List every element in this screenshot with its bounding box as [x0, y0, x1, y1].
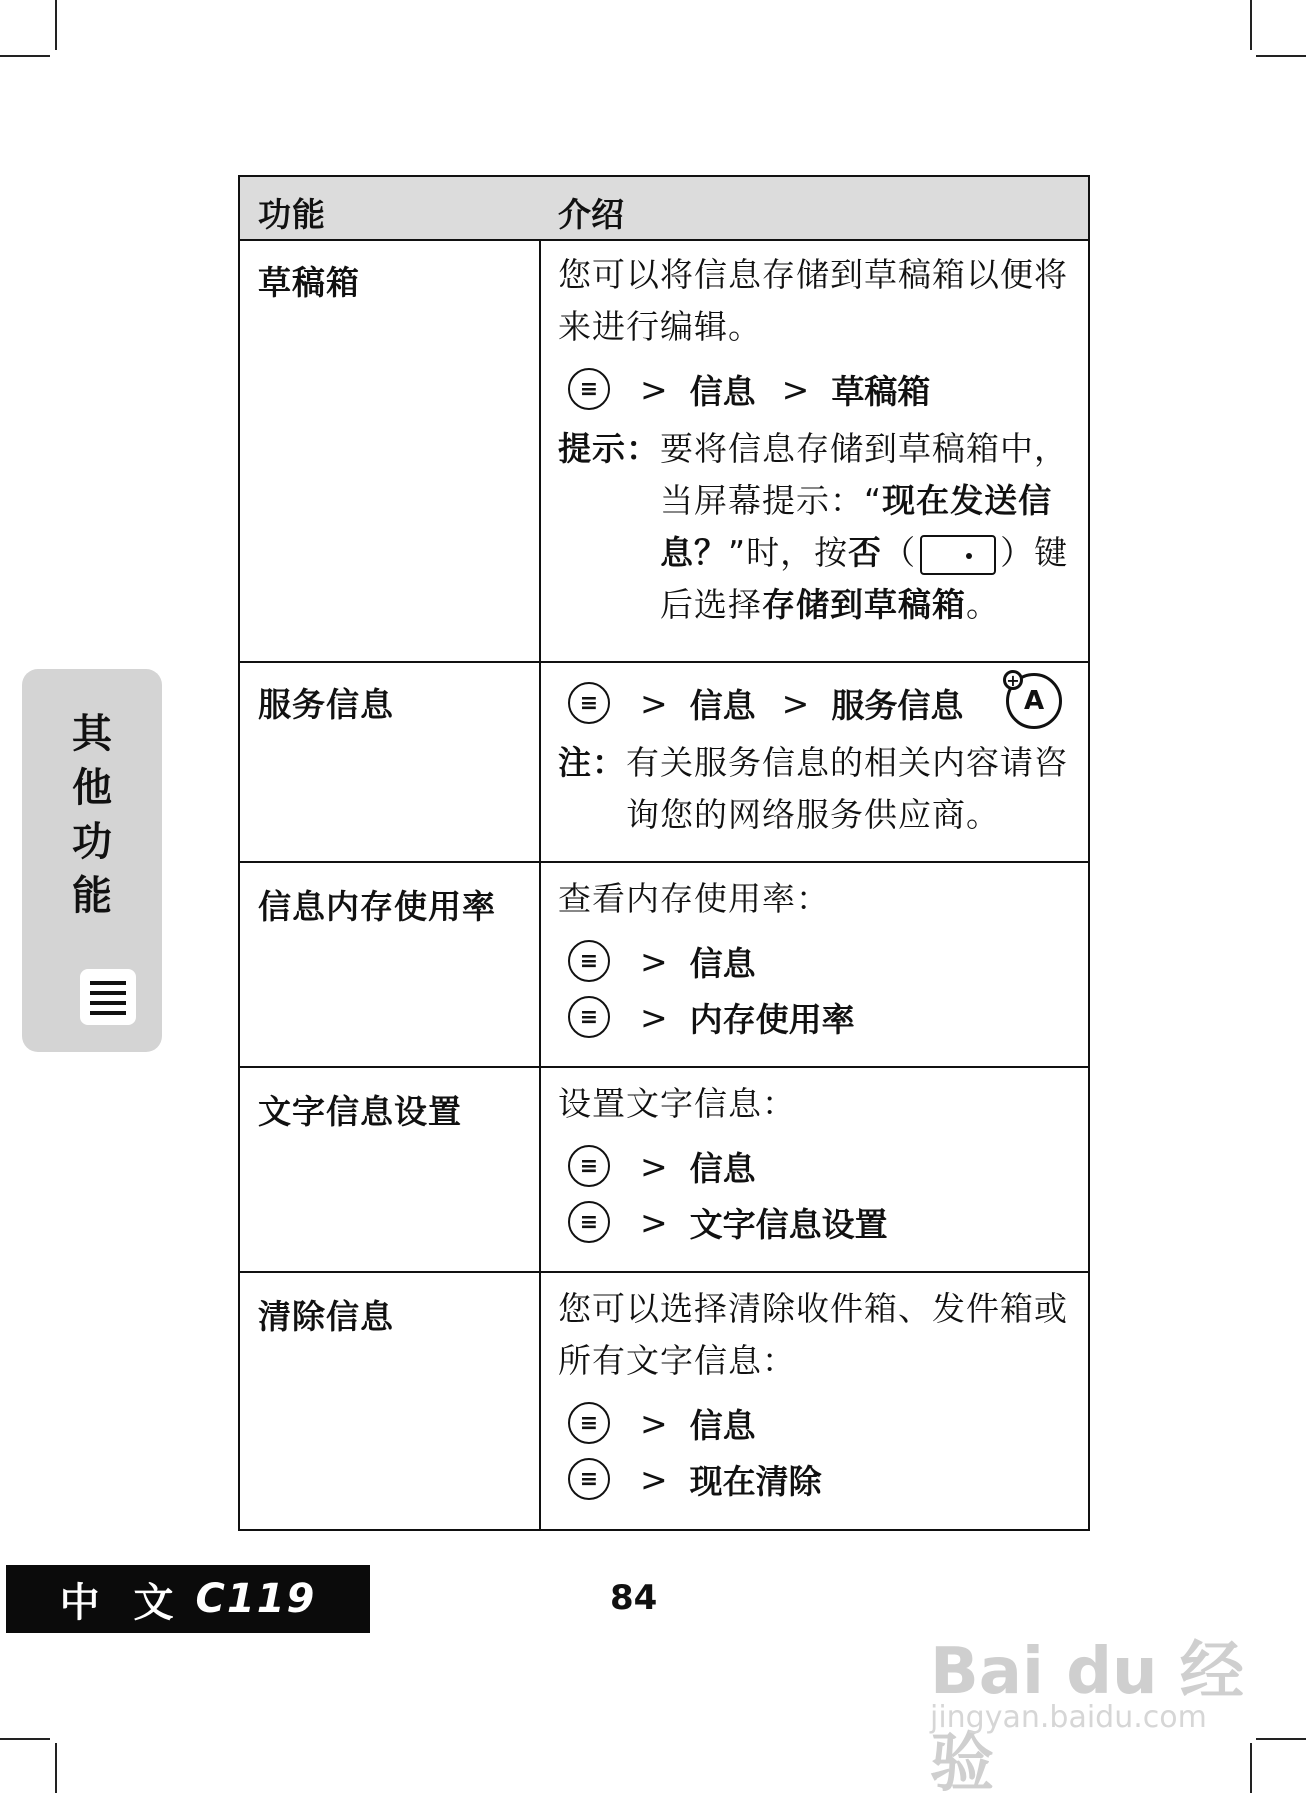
chapter-char: 功: [72, 818, 112, 865]
tip-text: 要将信息存储到草稿箱中，当屏幕提示：“: [660, 429, 1068, 520]
arrow: >: [640, 369, 668, 409]
path-step: 信息: [689, 1405, 756, 1445]
row-content: [558, 249, 1072, 631]
crop-mark: [0, 55, 50, 57]
menu-key-icon: ≡: [568, 996, 610, 1038]
row-name: 文字信息设置: [258, 1092, 462, 1131]
row-name: 清除信息: [258, 1297, 394, 1336]
menu-path: [558, 675, 1072, 731]
path-step: 信息: [689, 371, 756, 411]
crop-mark: [55, 1743, 57, 1793]
header-function: 功能: [258, 195, 326, 234]
menu-path: [558, 989, 1072, 1045]
path-step: 草稿箱: [831, 371, 931, 411]
row-description: 设置文字信息：: [558, 1084, 796, 1123]
crop-mark: [1250, 0, 1252, 50]
feature-table: [238, 175, 1090, 1531]
menu-key-icon: ≡: [568, 368, 610, 410]
arrow: >: [781, 683, 810, 723]
tip-prompt: 现在发送信息？: [660, 481, 1053, 572]
arrow: >: [640, 1403, 668, 1443]
chapter-char: 其: [72, 710, 112, 757]
menu-path: [558, 1138, 1072, 1194]
tip: [558, 423, 1072, 631]
watermark-logo: Bai du 经验: [930, 1635, 1244, 1801]
crop-mark: [0, 1738, 50, 1740]
path-step: 服务信息: [831, 685, 964, 725]
tip-body: [660, 423, 1072, 631]
tip-label: 提示：: [558, 429, 660, 468]
menu-path: [558, 1194, 1072, 1250]
menu-path: [558, 1395, 1072, 1451]
table-row: [240, 1068, 1088, 1273]
tip-text: 。: [966, 585, 1000, 624]
menu-key-icon: ≡: [568, 1145, 610, 1187]
table-header: [240, 177, 1088, 241]
right-softkey-icon: [920, 535, 996, 575]
row-content: [558, 1283, 1072, 1507]
note-body: 有关服务信息的相关内容请咨询您的网络服务供应商。: [626, 743, 1068, 834]
crop-mark: [1256, 55, 1306, 57]
tip-no-key: 否: [848, 533, 883, 572]
crop-mark: [55, 0, 57, 50]
header-description: 介绍: [558, 195, 624, 234]
arrow: >: [640, 1459, 668, 1499]
path-step: 文字信息设置: [689, 1204, 888, 1244]
path-step: 信息: [689, 685, 756, 725]
note: [558, 737, 1072, 841]
row-name: 草稿箱: [258, 263, 360, 302]
row-name: 信息内存使用率: [258, 887, 496, 926]
network-feature-icon: A +: [1006, 673, 1062, 729]
table-row: [240, 241, 1088, 663]
menu-path: [558, 361, 1072, 417]
chapter-title: [22, 707, 162, 923]
path-step: 信息: [689, 943, 756, 983]
tip-text: （: [882, 533, 917, 572]
path-step: 现在清除: [689, 1461, 822, 1501]
arrow: >: [640, 1202, 668, 1242]
note-label: 注：: [558, 743, 626, 782]
path-step: 内存使用率: [689, 999, 855, 1039]
arrow: >: [640, 941, 668, 981]
menu-path: [558, 933, 1072, 989]
arrow: >: [781, 369, 810, 409]
tip-text: ”时，按: [728, 533, 849, 572]
menu-key-icon: ≡: [568, 682, 610, 724]
tip-option: 存储到草稿箱: [762, 585, 966, 624]
table-row: [240, 1273, 1088, 1529]
row-name: 服务信息: [258, 685, 394, 724]
row-description: 查看内存使用率：: [558, 879, 830, 918]
row-content: [558, 1078, 1072, 1250]
chapter-char: 能: [72, 872, 112, 919]
brand-model: C119: [195, 1576, 317, 1622]
arrow: >: [640, 683, 668, 723]
row-content: [558, 675, 1072, 841]
page-number: 84: [610, 1578, 658, 1618]
menu-key-icon: ≡: [568, 940, 610, 982]
arrow: >: [640, 997, 668, 1037]
tip-text: ）键后选择: [660, 533, 1069, 624]
menu-key-icon: ≡: [568, 1201, 610, 1243]
chapter-char: 他: [72, 764, 112, 811]
chapter-tab: [22, 669, 162, 1052]
menu-key-icon: ≡: [568, 1458, 610, 1500]
brand-language: 中 文: [59, 1579, 184, 1626]
manual-brand: [6, 1565, 370, 1633]
row-content: [558, 873, 1072, 1045]
list-icon: [80, 969, 136, 1025]
table-row: [240, 663, 1088, 863]
watermark-url: jingyan.baidu.com: [930, 1700, 1207, 1735]
path-step: 信息: [689, 1148, 756, 1188]
row-description: 您可以选择清除收件箱、发件箱或所有文字信息：: [558, 1289, 1068, 1380]
menu-path: [558, 1451, 1072, 1507]
row-description: 您可以将信息存储到草稿箱以便将来进行编辑。: [558, 255, 1068, 346]
menu-key-icon: ≡: [568, 1402, 610, 1444]
arrow: >: [640, 1146, 668, 1186]
table-row: [240, 863, 1088, 1068]
